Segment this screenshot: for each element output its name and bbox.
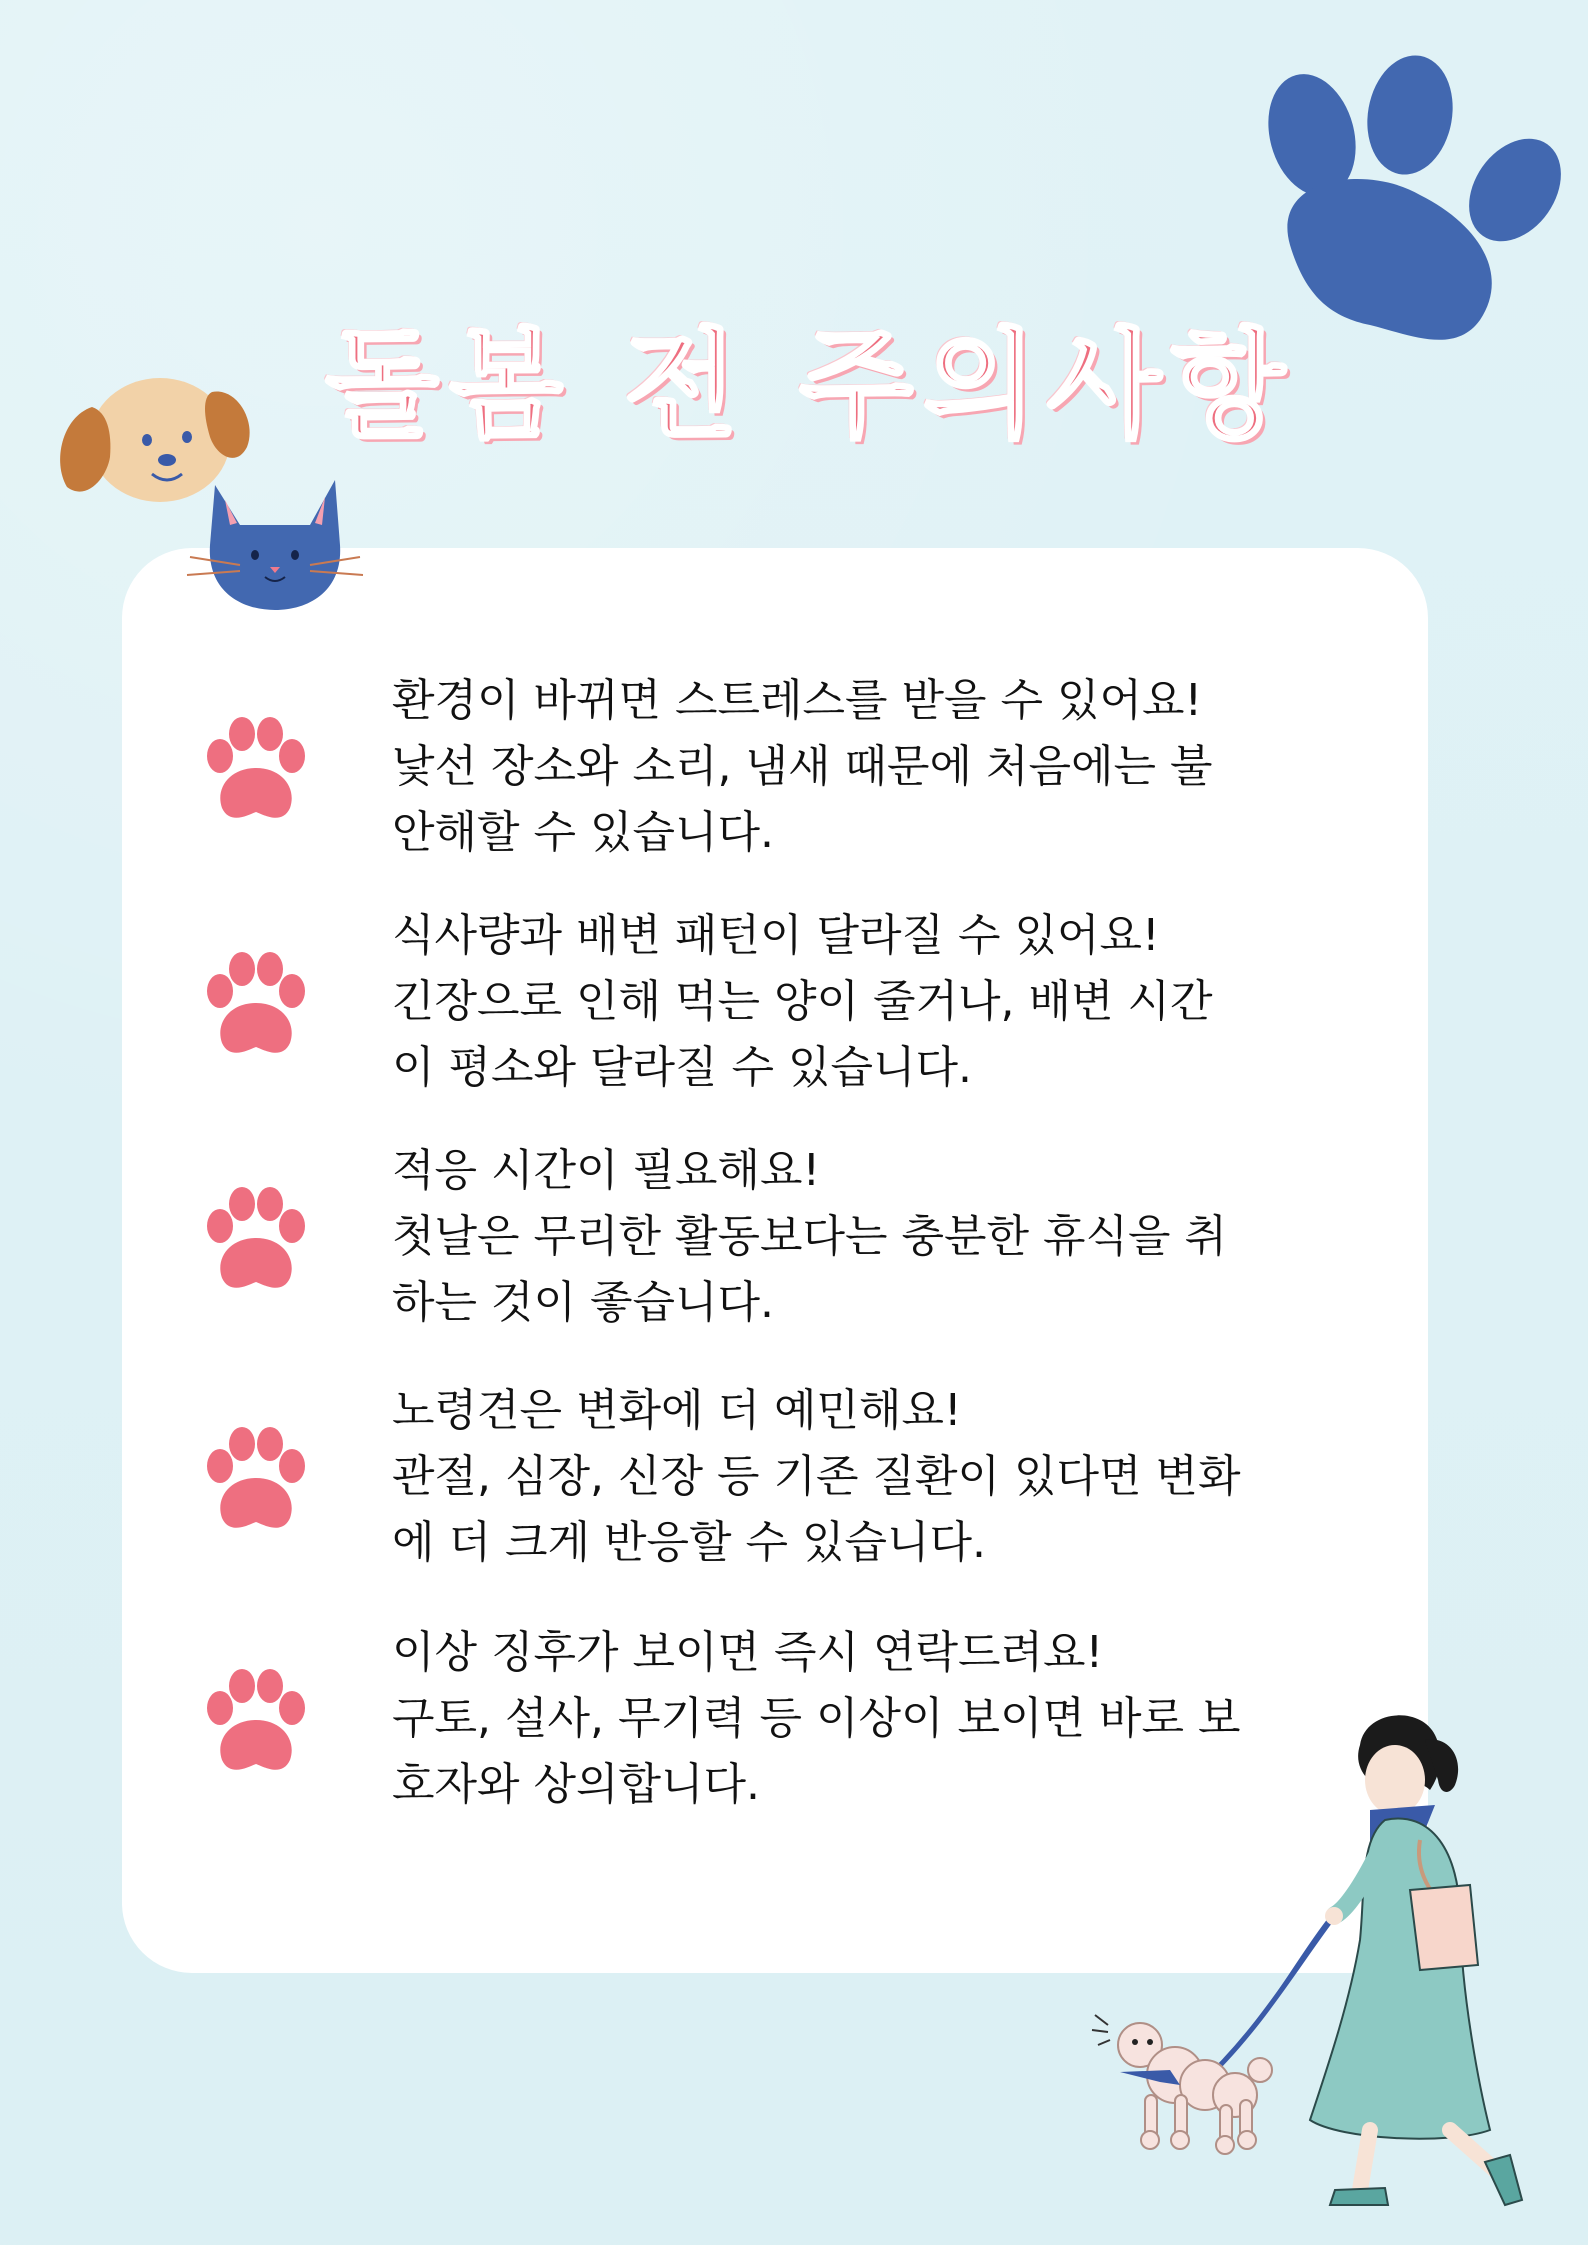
notice-heading: 적응 시간이 필요해요! [392,1145,821,1196]
notice-heading: 환경이 바뀌면 스트레스를 받을 수 있어요! [392,675,1203,726]
notice-text [392,1378,1392,1576]
cat-face-icon [185,465,365,615]
notice-heading: 노령견은 변화에 더 예민해요! [392,1385,962,1436]
notice-body: 구토, 설사, 무기력 등 이상이 보이면 바로 보 호자와 상의합니다. [392,1693,1241,1810]
notice-text [392,668,1392,866]
notice-body: 관절, 심장, 신장 등 기존 질환이 있다면 변화 에 더 크게 반응할 수 있습니다. [392,1451,1241,1568]
notice-item-1 [122,668,1428,878]
paw-icon [200,1426,312,1532]
notice-text [392,903,1392,1101]
notice-item-4 [122,1378,1428,1588]
paw-icon [200,1668,312,1774]
notice-body: 낯선 장소와 소리, 냄새 때문에 처음에는 불 안해할 수 있습니다. [392,741,1213,858]
page-title: 돌봄 전 주의사항 [324,316,1296,454]
notice-body: 긴장으로 인해 먹는 양이 줄거나, 배변 시간 이 평소와 달라질 수 있습니다. [392,976,1213,1093]
notice-text [392,1138,1392,1336]
paw-icon [200,1186,312,1292]
notice-body: 첫날은 무리한 활동보다는 충분한 휴식을 취 하는 것이 좋습니다. [392,1211,1228,1328]
notice-heading: 이상 징후가 보이면 즉시 연락드려요! [392,1627,1104,1678]
notice-item-2 [122,903,1428,1113]
paw-icon [200,951,312,1057]
notice-item-3 [122,1138,1428,1348]
notice-heading: 식사량과 배변 패턴이 달라질 수 있어요! [392,910,1160,961]
woman-walking-dog-illustration [1090,1700,1540,2220]
paw-icon [200,716,312,822]
